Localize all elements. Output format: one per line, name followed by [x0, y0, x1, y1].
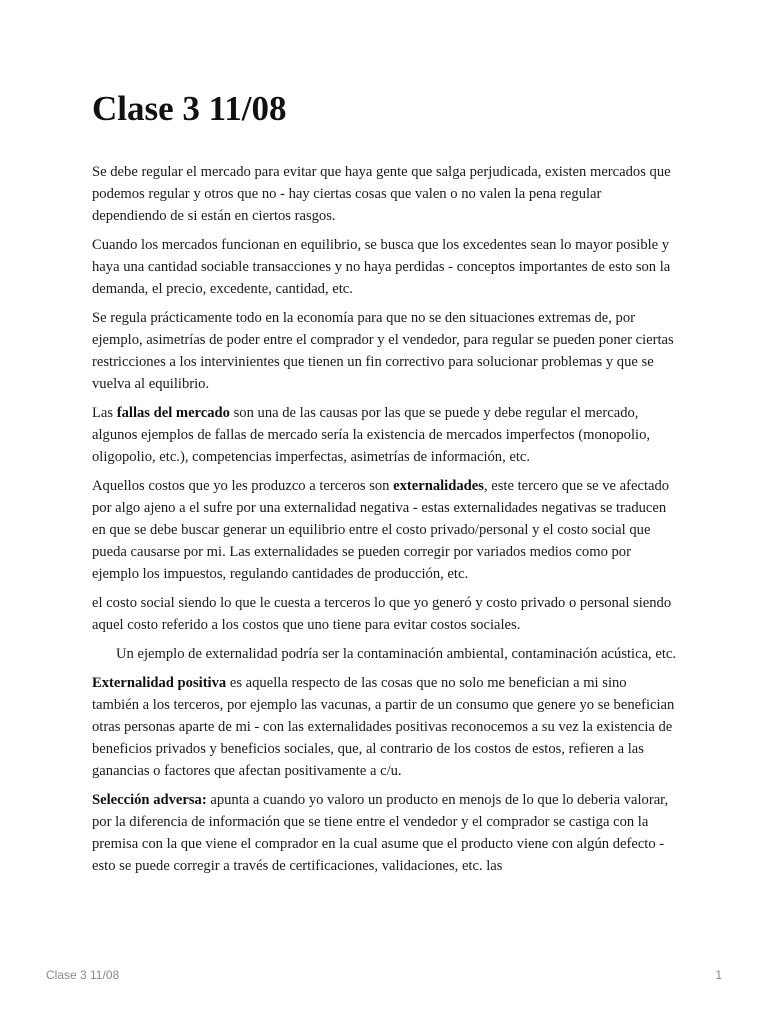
paragraph-costo-social: el costo social siendo lo que le cuesta a terceros lo que yo generó y costo privado o personal siendo aquel costo referido a los costos que uno tiene para evitar costos sociales.	[92, 595, 672, 633]
paragraph-ejemplo-externalidad: Un ejemplo de externalidad podría ser la contaminación ambiental, contaminación acústica, etc.	[116, 646, 677, 662]
footer-document-title: Clase 3 11/08	[46, 968, 120, 982]
footer-page-number: 1	[715, 968, 722, 982]
paragraph-regula-economia: Se regula prácticamente todo en la economía para que no se den situaciones extremas de, por ejemplo, asimetrías de poder entre el comprador y el vendedor, para regular se pueden poner ciertas restricciones a los intervinientes que tienen un fin correctivo para solucionar problemas y que se vuelva al equilibrio.	[92, 310, 674, 392]
text-run: apunta a cuando yo valoro un producto en menojs de lo que lo deberia valorar, por la diferencia de información que se tiene entre el vendedor y el comprador se castiga con la premisa con la que viene el comprador en la cual asume que el producto viene con algún defecto - esto se puede corregir a través de certificaciones, validaciones, etc. las	[92, 792, 669, 874]
paragraph-externalidad-positiva	[92, 672, 676, 782]
bold-term-externalidad-positiva: Externalidad positiva	[92, 675, 227, 691]
paragraph-seleccion-adversa	[92, 789, 676, 877]
bold-term-fallas-mercado: fallas del mercado	[116, 405, 230, 421]
text-run: son una de las causas por las que se puede y debe regular el mercado, algunos ejemplos de fallas de mercado sería la existencia de mercados imperfectos (monopolio, oligopolio, etc.), competencias imperfectas, asimetrías de información, etc.	[92, 405, 651, 465]
page-title: Clase 3 11/08	[92, 89, 287, 128]
paragraph-regulacion: Se debe regular el mercado para evitar que haya gente que salga perjudicada, existen mercados que podemos regular y otros que no - hay ciertas cosas que valen o no valen la pena regular dependiendo de si están en ciertos rasgos.	[92, 164, 671, 224]
text-run: , este tercero que se ve afectado por algo ajeno a el sufre por una externalidad negativa - estas externalidades negativas se traducen en que se debe buscar generar un equilibrio entre el costo privado/personal y el costo social que pueda causarse por mi. Las externalidades se pueden corregir por variados medios como por ejemplo los impuestos, regulando cantidades de producción, etc.	[92, 478, 670, 582]
text-run: Las	[92, 405, 117, 421]
text-run: es aquella respecto de las cosas que no solo me benefician a mi sino también a los terceros, por ejemplo las vacunas, a partir de un consumo que genere yo se benefician otras personas aparte de mi - con las externalidades positivas reconocemos a su vez la existencia de beneficios privados y beneficios sociales, que, al contrario de los costos de estos, refieren a las ganancias o factores que afectan positivamente a c/u.	[92, 675, 675, 779]
text-run: Aquellos costos que yo les produzco a terceros son	[92, 478, 394, 494]
paragraph-fallas-mercado	[92, 402, 676, 468]
bold-term-externalidades: externalidades	[393, 478, 484, 494]
document-body	[92, 161, 676, 884]
paragraph-equilibrio: Cuando los mercados funcionan en equilibrio, se busca que los excedentes sean lo mayor posible y haya una cantidad sociable transacciones y no haya perdidas - conceptos importantes de esto son la demanda, el precio, excedente, cantidad, etc.	[92, 237, 671, 297]
paragraph-externalidades	[92, 475, 676, 585]
bold-term-seleccion-adversa: Selección adversa:	[92, 792, 207, 808]
